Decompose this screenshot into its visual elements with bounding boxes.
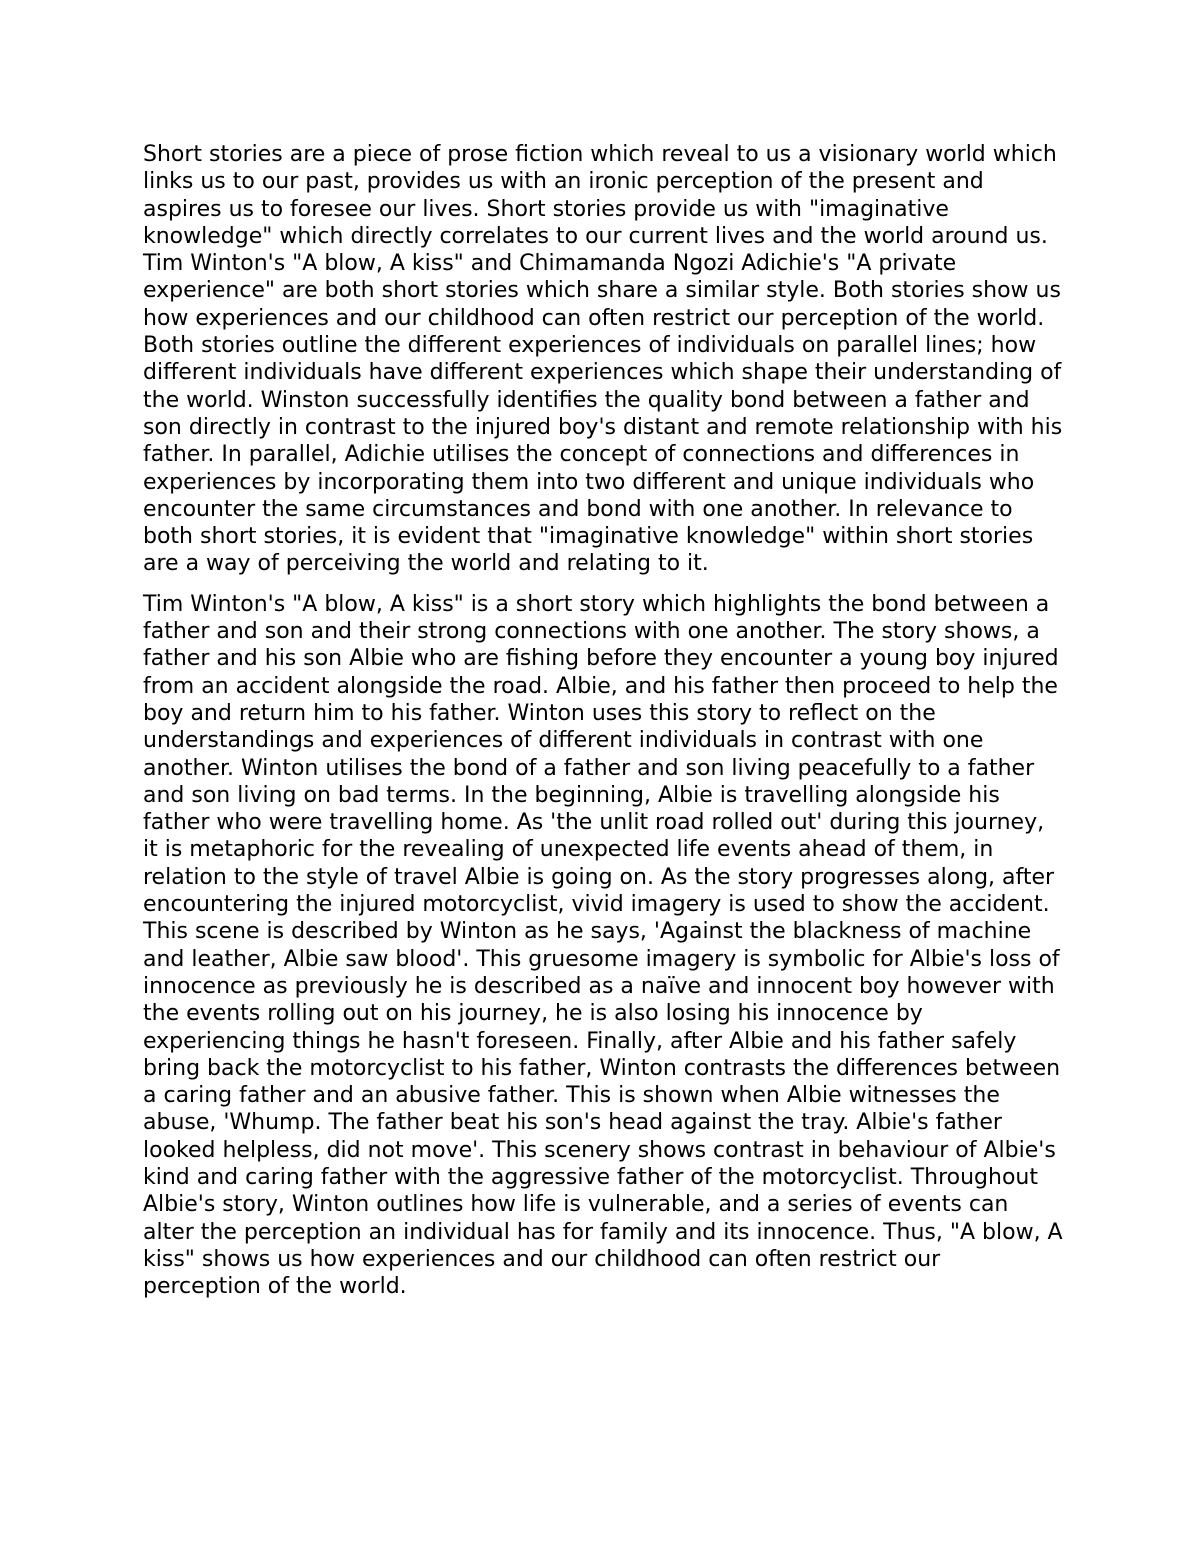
paragraph-winton-analysis: Tim Winton's "A blow, A kiss" is a short story which highlights the bond between a father and son and their strong connections with one another. The story shows, a father and his son Albie who are fishing before they encounter a young boy injured from an accident alongside the road. Albie, and his father then proceed to help the boy and return him to his father. Winton uses this story to reflect on the understandings and experiences of different individuals in contrast with one another. Winton utilises the bond of a father and son living peacefully to a father and son living on bad terms. In the beginning, Albie is travelling alongside his father who were travelling home. As 'the unlit road rolled out' during this journey, it is metaphoric for the revealing of unexpected life events ahead of them, in relation to the style of travel Albie is going on. As the story progresses along, after encountering the injured motorcyclist, vivid imagery is used to show the accident. This scene is described by Winton as he says, 'Against the blackness of machine and leather, Albie saw blood'. This gruesome imagery is symbolic for Albie's loss of innocence as previously he is described as a naïve and innocent boy however with the events rolling out on his journey, he is also losing his innocence by experiencing things he hasn't foreseen. Finally, after Albie and his father safely bring back the motorcyclist to his father, Winton contrasts the differences between a caring father and an abusive father. This is shown when Albie witnesses the abuse, 'Whump. The father beat his son's head against the tray. Albie's father looked helpless, did not move'. This scenery shows contrast in behaviour of Albie's kind and caring father with the aggressive father of the motorcyclist. Throughout Albie's story, Winton outlines how life is vulnerable, and a series of events can alter the perception an individual has for family and its innocence. Thus, "A blow, A kiss" shows us how experiences and our childhood can often restrict our perception of the world. (143, 591, 1063, 1300)
paragraph-intro: Short stories are a piece of prose fiction which reveal to us a visionary world which links us to our past, provides us with an ironic perception of the present and aspires us to foresee our lives. Short stories provide us with "imaginative knowledge" which directly correlates to our current lives and the world around us. Tim Winton's "A blow, A kiss" and Chimamanda Ngozi Adichie's "A private experience" are both short stories which share a similar style. Both stories show us how experiences and our childhood can often restrict our perception of the world. Both stories outline the different experiences of individuals on parallel lines; how different individuals have different experiences which shape their understanding of the world. Winston successfully identifies the quality bond between a father and son directly in contrast to the injured boy's distant and remote relationship with his father. In parallel, Adichie utilises the concept of connections and differences in experiences by incorporating them into two different and unique individuals who encounter the same circumstances and bond with one another. In relevance to both short stories, it is evident that "imaginative knowledge" within short stories are a way of perceiving the world and relating to it. (143, 142, 1063, 577)
document-body (143, 141, 1063, 1313)
